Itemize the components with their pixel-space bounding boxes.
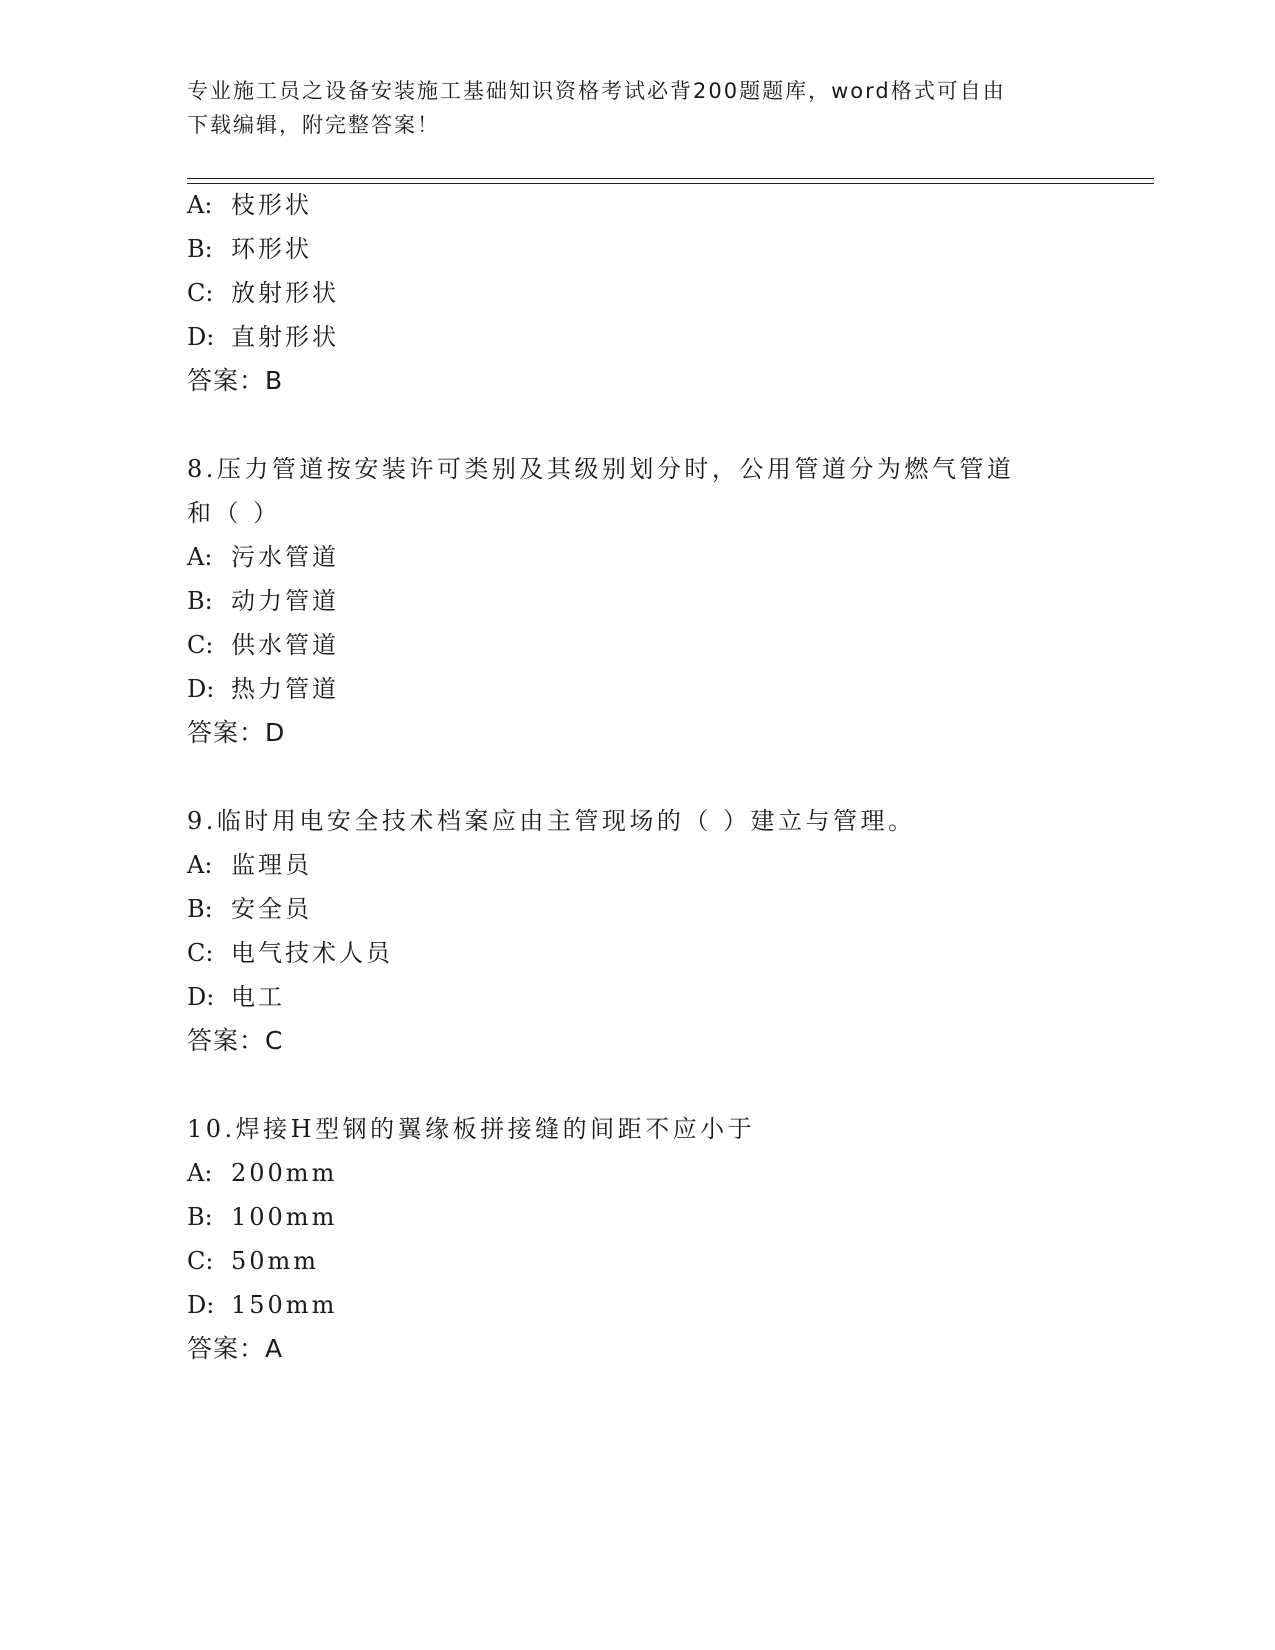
option-letter: A: bbox=[187, 543, 213, 571]
option-8a bbox=[187, 542, 339, 572]
option-7c bbox=[187, 278, 339, 308]
option-letter: D: bbox=[187, 675, 215, 703]
option-10a bbox=[187, 1158, 337, 1188]
answer-10: 答案：A bbox=[187, 1334, 284, 1363]
option-text: 150mm bbox=[231, 1291, 338, 1319]
answer-7: 答案：B bbox=[187, 366, 284, 395]
option-text: 枝形状 bbox=[231, 191, 312, 219]
option-9c bbox=[187, 938, 393, 968]
option-7a bbox=[187, 190, 312, 220]
option-letter: C: bbox=[187, 279, 214, 307]
option-letter: B: bbox=[187, 235, 213, 263]
option-letter: A: bbox=[187, 851, 213, 879]
question-9-line1: 9.临时用电安全技术档案应由主管现场的（ ）建立与管理。 bbox=[187, 807, 916, 835]
option-text: 50mm bbox=[231, 1247, 320, 1275]
option-8c bbox=[187, 630, 339, 660]
option-9d bbox=[187, 982, 285, 1012]
option-text: 供水管道 bbox=[231, 631, 339, 659]
option-10b bbox=[187, 1202, 337, 1232]
option-7b bbox=[187, 234, 312, 264]
option-9b bbox=[187, 894, 312, 924]
option-text: 污水管道 bbox=[231, 543, 339, 571]
option-text: 放射形状 bbox=[231, 279, 339, 307]
option-8b bbox=[187, 586, 339, 616]
option-text: 电气技术人员 bbox=[231, 939, 393, 967]
answer-8: 答案：D bbox=[187, 718, 286, 747]
option-10d bbox=[187, 1290, 337, 1320]
option-text: 100mm bbox=[231, 1203, 338, 1231]
option-text: 安全员 bbox=[231, 895, 312, 923]
answer-9: 答案：C bbox=[187, 1026, 284, 1055]
option-text: 动力管道 bbox=[231, 587, 339, 615]
option-letter: B: bbox=[187, 587, 213, 615]
question-10-line1: 10.焊接H型钢的翼缘板拼接缝的间距不应小于 bbox=[187, 1115, 756, 1143]
document-header bbox=[187, 74, 1087, 142]
header-title-line1: 专业施工员之设备安装施工基础知识资格考试必背200题题库，word格式可自由 bbox=[187, 79, 1006, 103]
option-letter: A: bbox=[187, 1159, 213, 1187]
option-text: 热力管道 bbox=[231, 675, 339, 703]
option-letter: B: bbox=[187, 895, 213, 923]
option-9a bbox=[187, 850, 312, 880]
question-8-line1: 8.压力管道按安装许可类别及其级别划分时，公用管道分为燃气管道 bbox=[187, 455, 1015, 483]
option-text: 200mm bbox=[231, 1159, 338, 1187]
option-8d bbox=[187, 674, 339, 704]
option-10c bbox=[187, 1246, 319, 1276]
option-letter: D: bbox=[187, 323, 215, 351]
header-title-line2: 下载编辑，附完整答案！ bbox=[187, 113, 440, 137]
option-letter: A: bbox=[187, 191, 213, 219]
option-letter: D: bbox=[187, 1291, 215, 1319]
option-text: 监理员 bbox=[231, 851, 312, 879]
option-7d bbox=[187, 322, 339, 352]
option-letter: C: bbox=[187, 631, 214, 659]
option-text: 直射形状 bbox=[231, 323, 339, 351]
question-8-line2: 和（ ） bbox=[187, 499, 281, 527]
option-letter: B: bbox=[187, 1203, 213, 1231]
option-text: 环形状 bbox=[231, 235, 312, 263]
option-letter: C: bbox=[187, 1247, 214, 1275]
header-divider-top bbox=[187, 178, 1154, 179]
option-letter: D: bbox=[187, 983, 215, 1011]
option-letter: C: bbox=[187, 939, 214, 967]
header-divider-bottom bbox=[187, 183, 1154, 184]
option-text: 电工 bbox=[231, 983, 285, 1011]
